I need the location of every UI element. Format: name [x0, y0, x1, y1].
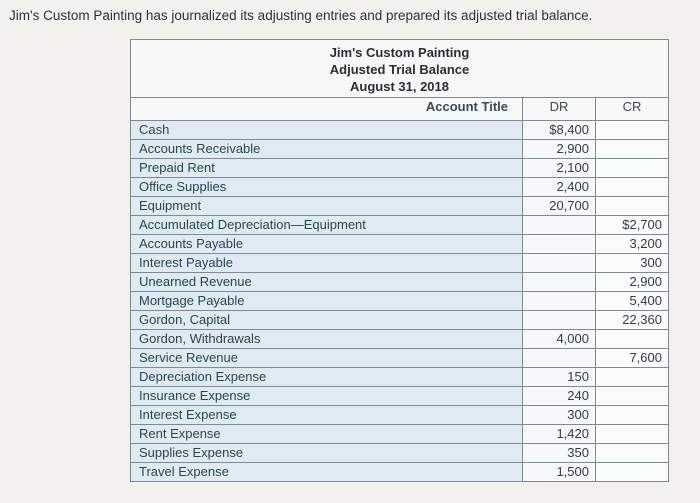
account-name: Office Supplies [131, 178, 523, 197]
table-row [131, 121, 669, 140]
company-name: Jim's Custom Painting [329, 45, 470, 60]
debit-amount: 20,700 [523, 197, 596, 216]
credit-amount: 2,900 [596, 273, 669, 292]
table-row [131, 425, 669, 444]
credit-amount [596, 368, 669, 387]
table-row [131, 330, 669, 349]
credit-amount [596, 463, 669, 482]
credit-amount [596, 387, 669, 406]
adjusted-trial-balance-table [130, 39, 669, 482]
account-name: Mortgage Payable [131, 292, 523, 311]
credit-amount: 7,600 [596, 349, 669, 368]
column-header-row [131, 98, 669, 121]
debit-amount [523, 254, 596, 273]
credit-amount: 5,400 [596, 292, 669, 311]
debit-amount [523, 292, 596, 311]
account-name: Supplies Expense [131, 444, 523, 463]
account-name: Accounts Payable [131, 235, 523, 254]
report-title: Adjusted Trial Balance [329, 62, 470, 77]
credit-amount [596, 178, 669, 197]
credit-amount [596, 121, 669, 140]
table-header [131, 40, 669, 98]
table-row [131, 463, 669, 482]
debit-amount [523, 273, 596, 292]
debit-amount: 2,400 [523, 178, 596, 197]
table-row [131, 406, 669, 425]
debit-amount: 240 [523, 387, 596, 406]
table-row [131, 368, 669, 387]
credit-amount [596, 330, 669, 349]
table-row [131, 349, 669, 368]
debit-amount: 2,900 [523, 140, 596, 159]
account-name: Gordon, Withdrawals [131, 330, 523, 349]
table-heading [131, 40, 669, 98]
credit-amount: 3,200 [596, 235, 669, 254]
table-row [131, 292, 669, 311]
account-name: Gordon, Capital [131, 311, 523, 330]
table-row [131, 444, 669, 463]
intro-text: Jim's Custom Painting has journalized its adjusting entries and prepared its adjusted trial balance. [9, 8, 593, 23]
debit-amount: 350 [523, 444, 596, 463]
credit-amount [596, 406, 669, 425]
table-row [131, 254, 669, 273]
report-date: August 31, 2018 [350, 79, 449, 94]
debit-column-header: DR [523, 98, 596, 121]
credit-amount: $2,700 [596, 216, 669, 235]
table-row [131, 273, 669, 292]
credit-amount [596, 197, 669, 216]
debit-amount: 150 [523, 368, 596, 387]
debit-amount: 300 [523, 406, 596, 425]
debit-amount: 2,100 [523, 159, 596, 178]
debit-amount [523, 311, 596, 330]
account-name: Interest Expense [131, 406, 523, 425]
credit-amount: 300 [596, 254, 669, 273]
debit-amount: 4,000 [523, 330, 596, 349]
table-row [131, 159, 669, 178]
table-row [131, 140, 669, 159]
account-name: Cash [131, 121, 523, 140]
debit-amount: 1,500 [523, 463, 596, 482]
account-name: Unearned Revenue [131, 273, 523, 292]
table-row [131, 178, 669, 197]
debit-amount: 1,420 [523, 425, 596, 444]
table-row [131, 197, 669, 216]
account-name: Accounts Receivable [131, 140, 523, 159]
account-name: Prepaid Rent [131, 159, 523, 178]
credit-column-header: CR [596, 98, 669, 121]
debit-amount [523, 235, 596, 254]
account-name: Equipment [131, 197, 523, 216]
account-name: Depreciation Expense [131, 368, 523, 387]
account-name: Travel Expense [131, 463, 523, 482]
account-name: Accumulated Depreciation—Equipment [131, 216, 523, 235]
account-name: Insurance Expense [131, 387, 523, 406]
table-row [131, 235, 669, 254]
debit-amount [523, 216, 596, 235]
debit-amount [523, 349, 596, 368]
table-row [131, 387, 669, 406]
table-row [131, 216, 669, 235]
account-name: Interest Payable [131, 254, 523, 273]
account-name: Service Revenue [131, 349, 523, 368]
credit-amount [596, 444, 669, 463]
credit-amount [596, 140, 669, 159]
account-title-header: Account Title [131, 98, 523, 121]
table-row [131, 311, 669, 330]
account-name: Rent Expense [131, 425, 523, 444]
debit-amount: $8,400 [523, 121, 596, 140]
credit-amount [596, 159, 669, 178]
credit-amount [596, 425, 669, 444]
credit-amount: 22,360 [596, 311, 669, 330]
